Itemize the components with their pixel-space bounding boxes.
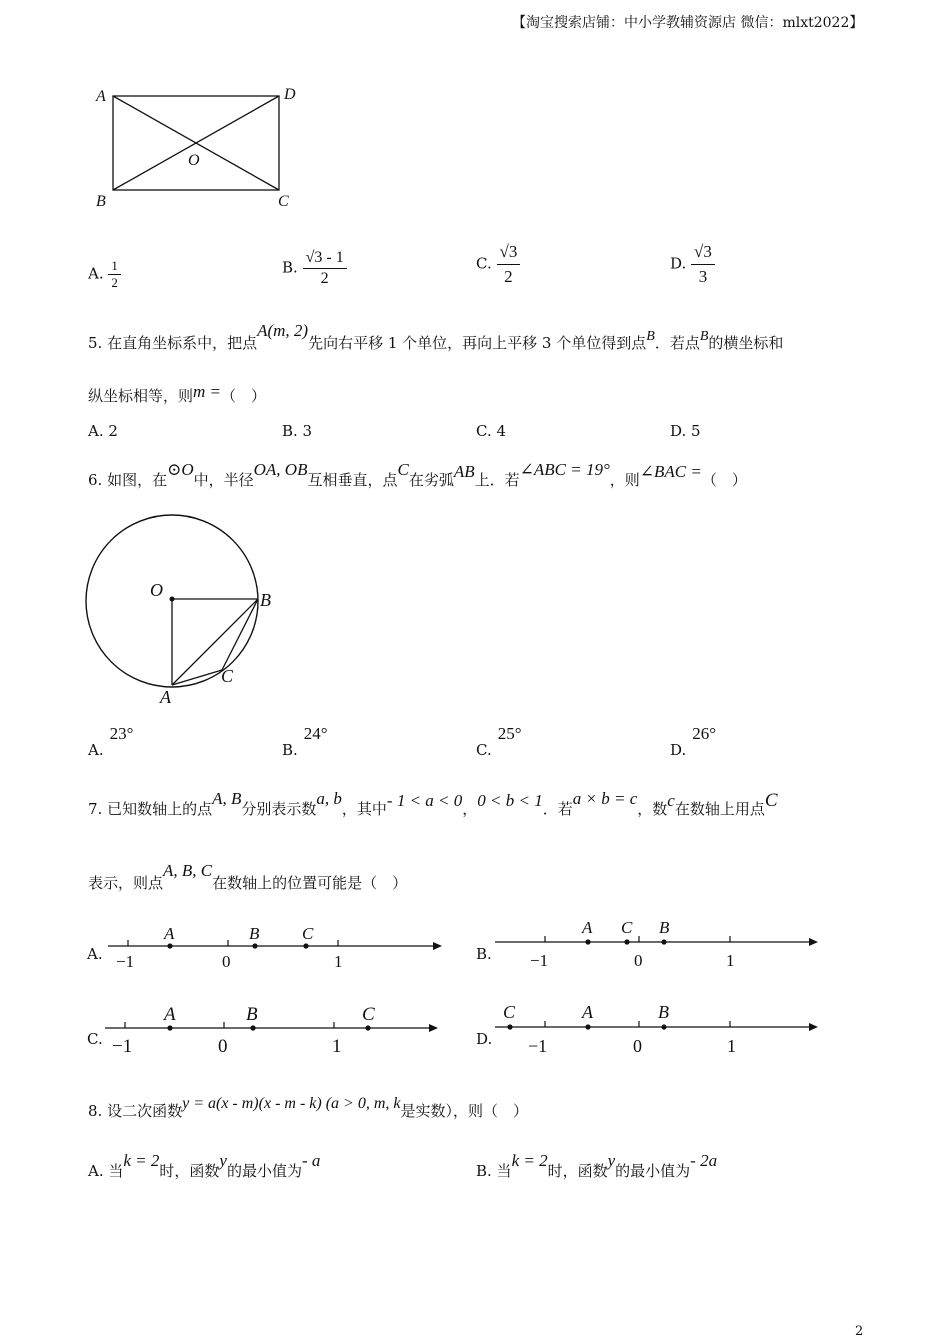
tick-label: 1 bbox=[727, 1036, 736, 1056]
question-6-line: 6. 如图，在⊙O中，半径OA, OB互相垂直，点C在劣弧AB上．若∠ABC = 19°，则∠BAC =（ ） bbox=[88, 460, 747, 489]
tick-label: −1 bbox=[528, 1036, 548, 1056]
page-header: 【淘宝搜索店铺：中小学教辅资源店 微信：mlxt2022】 bbox=[512, 15, 864, 31]
point-label: C bbox=[621, 918, 633, 937]
q6-option-b: B.24° bbox=[282, 724, 328, 759]
point-label: A bbox=[582, 1002, 593, 1022]
q5-option-d: D. 5 bbox=[670, 422, 701, 440]
label-d: D bbox=[284, 86, 296, 103]
q5-option-a: A. 2 bbox=[88, 422, 118, 440]
label-a: A bbox=[160, 687, 171, 707]
number-line-c bbox=[100, 1000, 450, 1060]
question-7-line2: 表示，则点A, B, C在数轴上的位置可能是（ ） bbox=[88, 861, 408, 892]
number-line-a bbox=[100, 920, 450, 975]
point-label: A bbox=[164, 924, 175, 943]
q7-option-d-label: D. bbox=[476, 1030, 493, 1048]
q6-option-c: C.25° bbox=[476, 724, 522, 759]
point-label: B bbox=[246, 1004, 258, 1025]
number-line-d bbox=[490, 1000, 830, 1060]
q7-option-b-label: B. bbox=[476, 945, 492, 963]
tick-label: −1 bbox=[116, 952, 135, 971]
point-label: B bbox=[658, 1002, 669, 1022]
point-label: C bbox=[503, 1002, 516, 1022]
label-c: C bbox=[221, 666, 234, 686]
rectangle-figure bbox=[90, 80, 310, 215]
point-label: C bbox=[362, 1004, 375, 1025]
fraction: $\frac{√3 - 1}{2}$ bbox=[303, 248, 347, 289]
question-5-line2: 纵坐标相等，则m =（ ） bbox=[88, 382, 267, 405]
label-c: C bbox=[278, 193, 289, 210]
tick-label: −1 bbox=[112, 1036, 133, 1057]
question-7-line1: 7. 已知数轴上的点A, B分别表示数a, b，其中- 1 < a < 0，0 < b < 1．若a × b = c，数c在数轴上用点C bbox=[88, 789, 778, 818]
tick-label: 0 bbox=[222, 952, 231, 971]
fraction: $\frac{1}{2}$ bbox=[108, 258, 121, 291]
fraction: $\frac{√3}{3}$ bbox=[691, 240, 715, 289]
tick-label: 1 bbox=[332, 1036, 342, 1057]
tick-label: 1 bbox=[334, 952, 343, 971]
q8-option-a: A. 当k = 2时，函数y的最小值为- a bbox=[88, 1151, 321, 1180]
tick-label: 0 bbox=[634, 951, 643, 970]
q6-option-d: D.26° bbox=[670, 724, 717, 759]
q4-option-a: A. $\frac{1}{2}$ bbox=[88, 258, 121, 291]
q8-option-b: B. 当k = 2时，函数y的最小值为- 2a bbox=[476, 1151, 718, 1180]
tick-label: −1 bbox=[530, 951, 549, 970]
circle-figure bbox=[80, 505, 295, 710]
point-label: A bbox=[582, 918, 593, 937]
q4-option-b: B. $\frac{√3 - 1}{2}$ bbox=[282, 248, 347, 289]
tick-label: 1 bbox=[726, 951, 735, 970]
page-number: 2 bbox=[855, 1324, 864, 1339]
point-label: B bbox=[659, 918, 670, 937]
q7-option-a-label: A. bbox=[87, 945, 103, 963]
q4-option-c: C. $\frac{√3}{2}$ bbox=[476, 240, 520, 289]
q6-option-a: A.23° bbox=[88, 724, 134, 759]
tick-label: 0 bbox=[218, 1036, 228, 1057]
label-a: A bbox=[96, 88, 106, 105]
q5-option-c: C. 4 bbox=[476, 422, 507, 440]
q4-option-d: D. $\frac{√3}{3}$ bbox=[670, 240, 715, 289]
label-o: O bbox=[150, 580, 163, 600]
point-label: A bbox=[164, 1004, 176, 1025]
number-line-b bbox=[490, 915, 830, 975]
question-5-line1: 5. 在直角坐标系中，把点A(m, 2)先向右平移 1 个单位，再向上平移 3 个单位得到点B．若点B的横坐标和 bbox=[88, 321, 784, 352]
label-b: B bbox=[260, 590, 271, 610]
label-o: O bbox=[188, 152, 200, 169]
q7-option-c-label: C. bbox=[87, 1030, 103, 1048]
label-b: B bbox=[96, 193, 106, 210]
tick-label: 0 bbox=[633, 1036, 642, 1056]
point-label: C bbox=[302, 924, 314, 943]
question-8-line: 8. 设二次函数y = a(x - m)(x - m - k) (a > 0, m, k是实数），则（ ） bbox=[88, 1095, 528, 1120]
chord-bc bbox=[222, 599, 258, 670]
point-label: B bbox=[249, 924, 260, 943]
q5-option-b: B. 3 bbox=[282, 422, 313, 440]
point-o bbox=[170, 597, 175, 602]
fraction: $\frac{√3}{2}$ bbox=[497, 240, 521, 289]
